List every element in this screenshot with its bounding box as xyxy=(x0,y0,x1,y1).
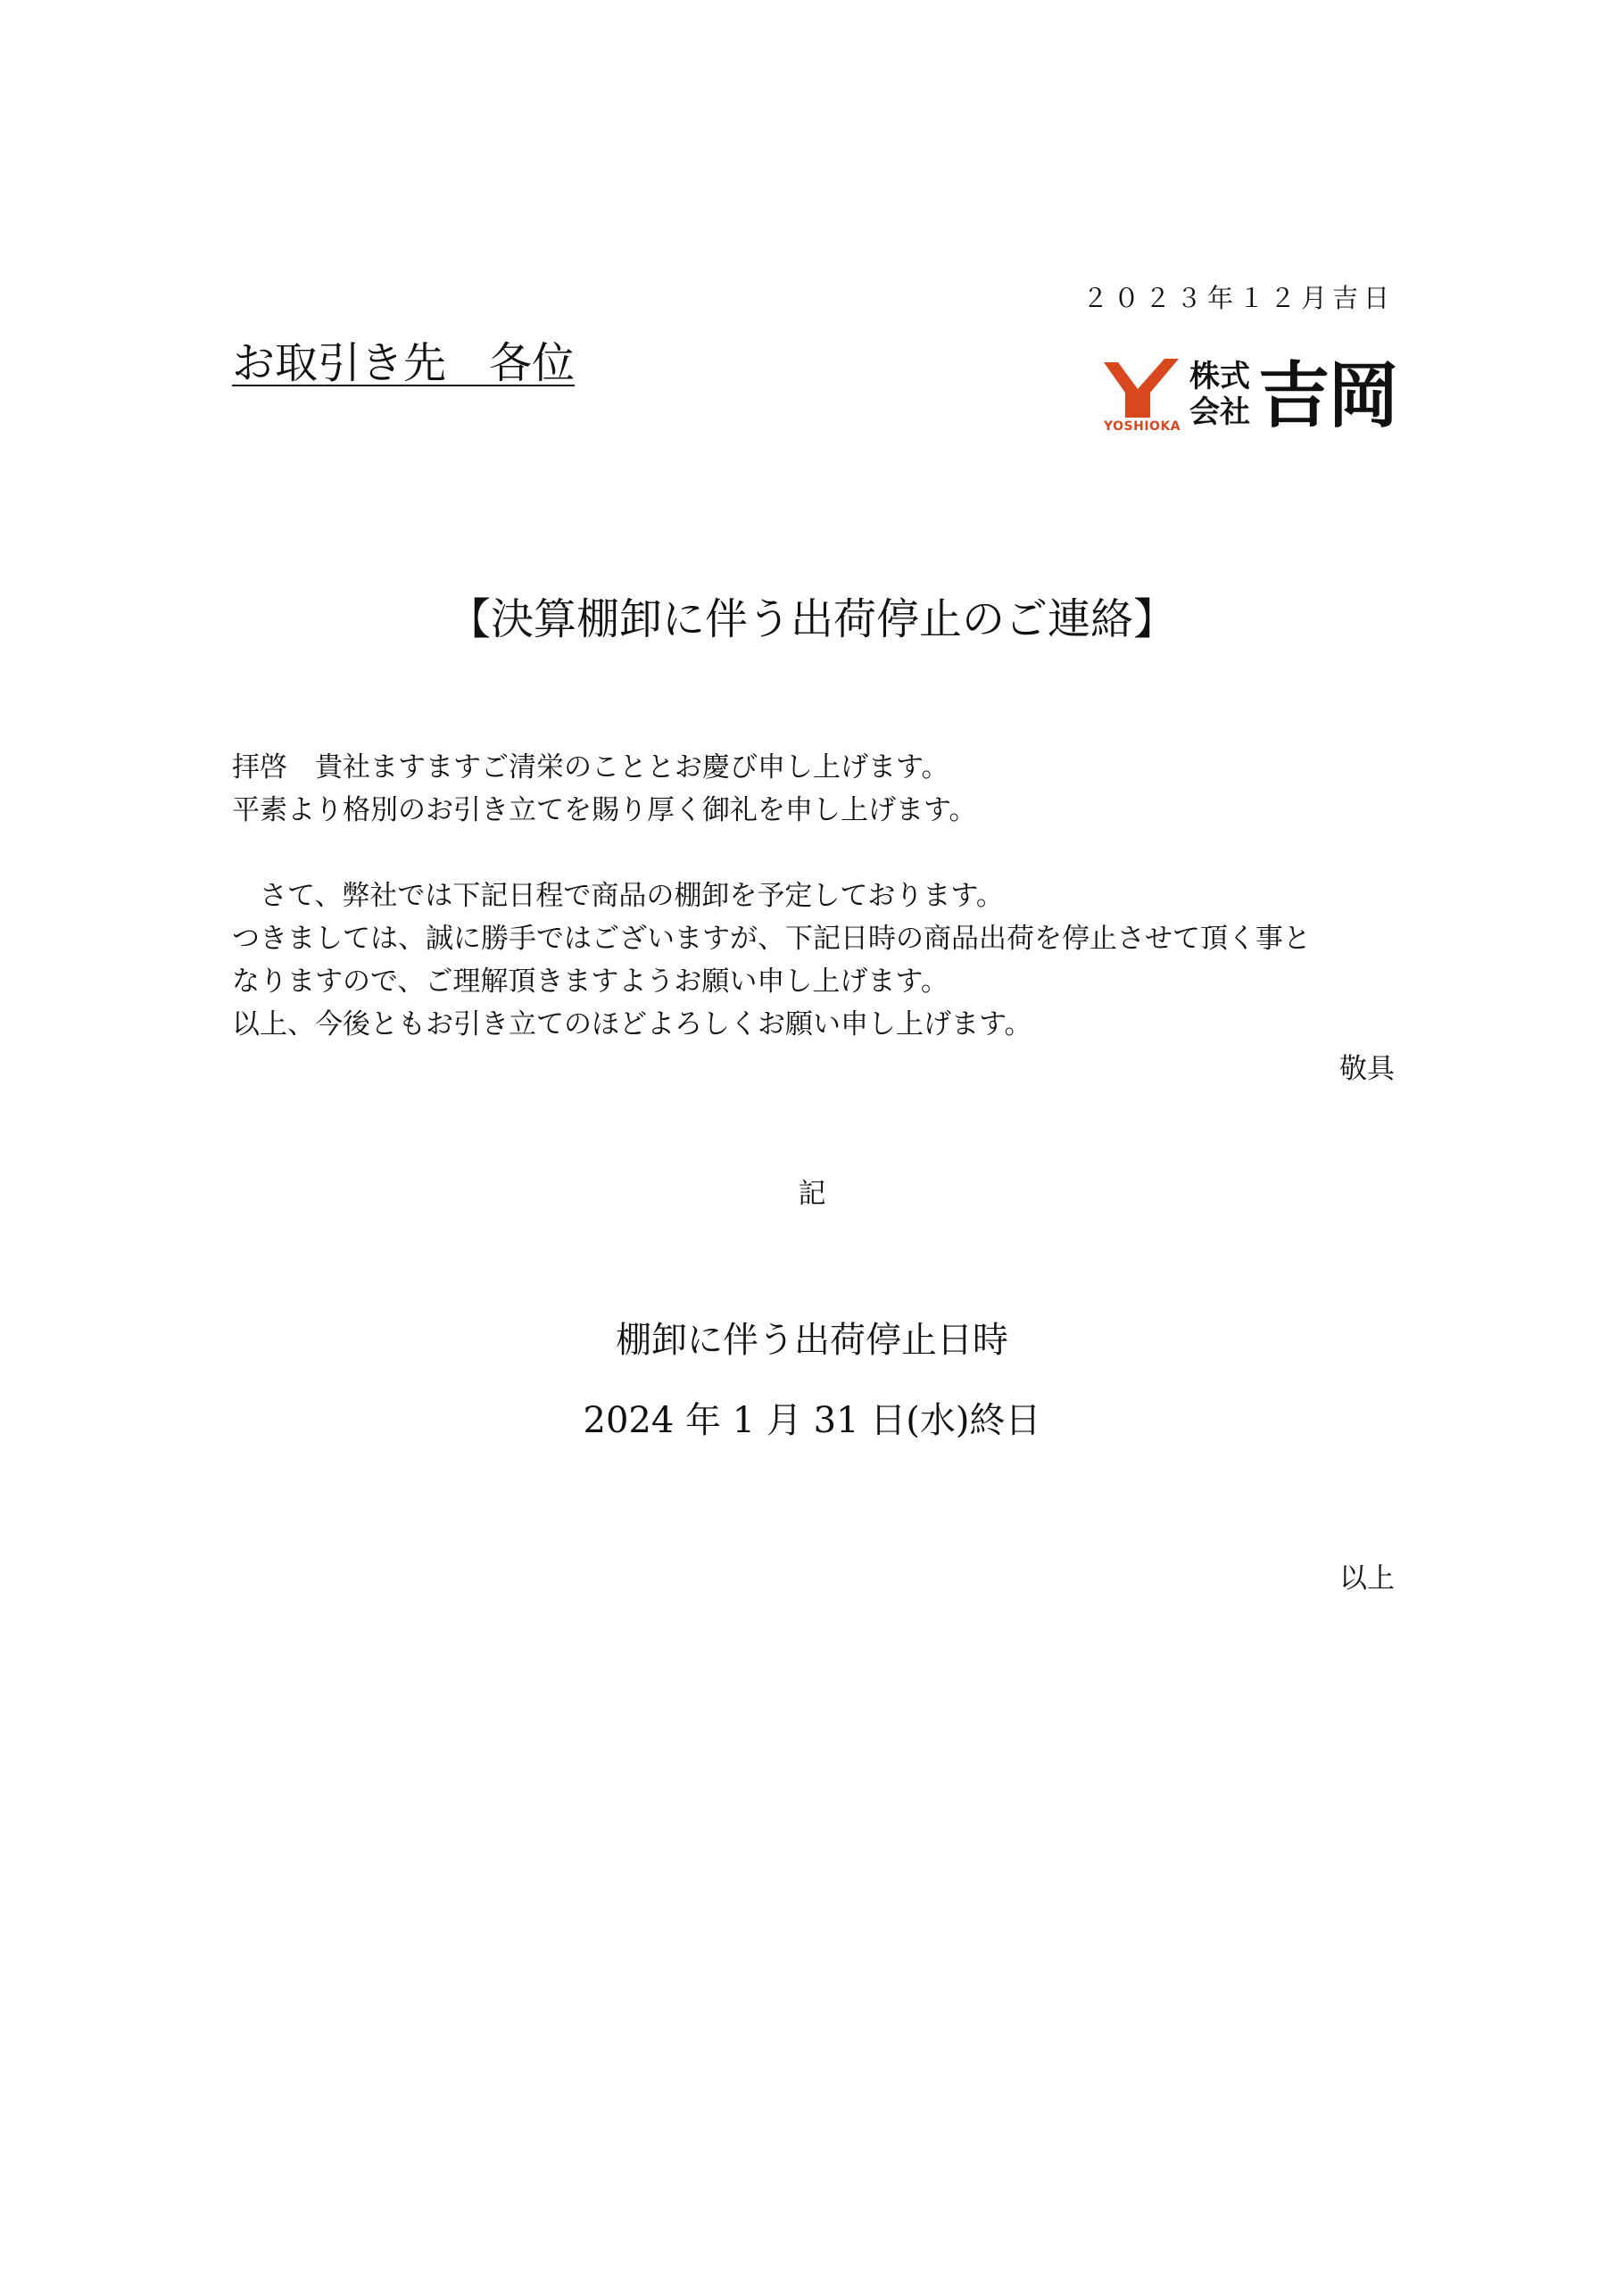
logo-company-name: 吉岡 xyxy=(1258,354,1397,437)
ki-marker: 記 xyxy=(798,1178,826,1210)
notice-date: 2024 年 1 月 31 日(水)終日 xyxy=(583,1400,1041,1441)
logo-company-type xyxy=(1189,359,1252,430)
body-line: つきましては、誠に勝手ではございますが、下記日時の商品出荷を停止させて頂く事と xyxy=(232,923,1311,955)
notice-heading: 棚卸に伴う出荷停止日時 xyxy=(616,1320,1008,1361)
body-line: 以上、今後ともお引き立てのほどよろしくお願い申し上げます。 xyxy=(232,1008,1032,1040)
logo-english-name: YOSHIOKA xyxy=(1104,419,1181,434)
logo-line-1: 株式 xyxy=(1189,359,1250,394)
recipient-heading: お取引き先 各位 xyxy=(232,338,576,388)
body-line: さて、弊社では下記日程で商品の棚卸を予定しております。 xyxy=(232,880,1004,912)
yoshioka-y-mark-icon xyxy=(1102,357,1188,421)
body-line: なりますので、ご理解頂きますようお願い申し上げます。 xyxy=(232,966,949,998)
body-line: 平素より格別のお引き立てを賜り厚く御礼を申し上げます。 xyxy=(232,794,977,826)
company-logo xyxy=(1102,354,1401,439)
document-date: ２０２３年１２月吉日 xyxy=(1081,283,1395,313)
end-marker: 以上 xyxy=(1339,1562,1395,1595)
letter-body xyxy=(232,746,1401,1046)
logo-line-2: 会社 xyxy=(1189,394,1250,430)
body-line: 拝啓 貴社ますますご清栄のこととお慶び申し上げます。 xyxy=(232,751,949,783)
document-title: 【決算棚卸に伴う出荷停止のご連絡】 xyxy=(447,594,1176,644)
closing-word: 敬具 xyxy=(1339,1053,1395,1085)
